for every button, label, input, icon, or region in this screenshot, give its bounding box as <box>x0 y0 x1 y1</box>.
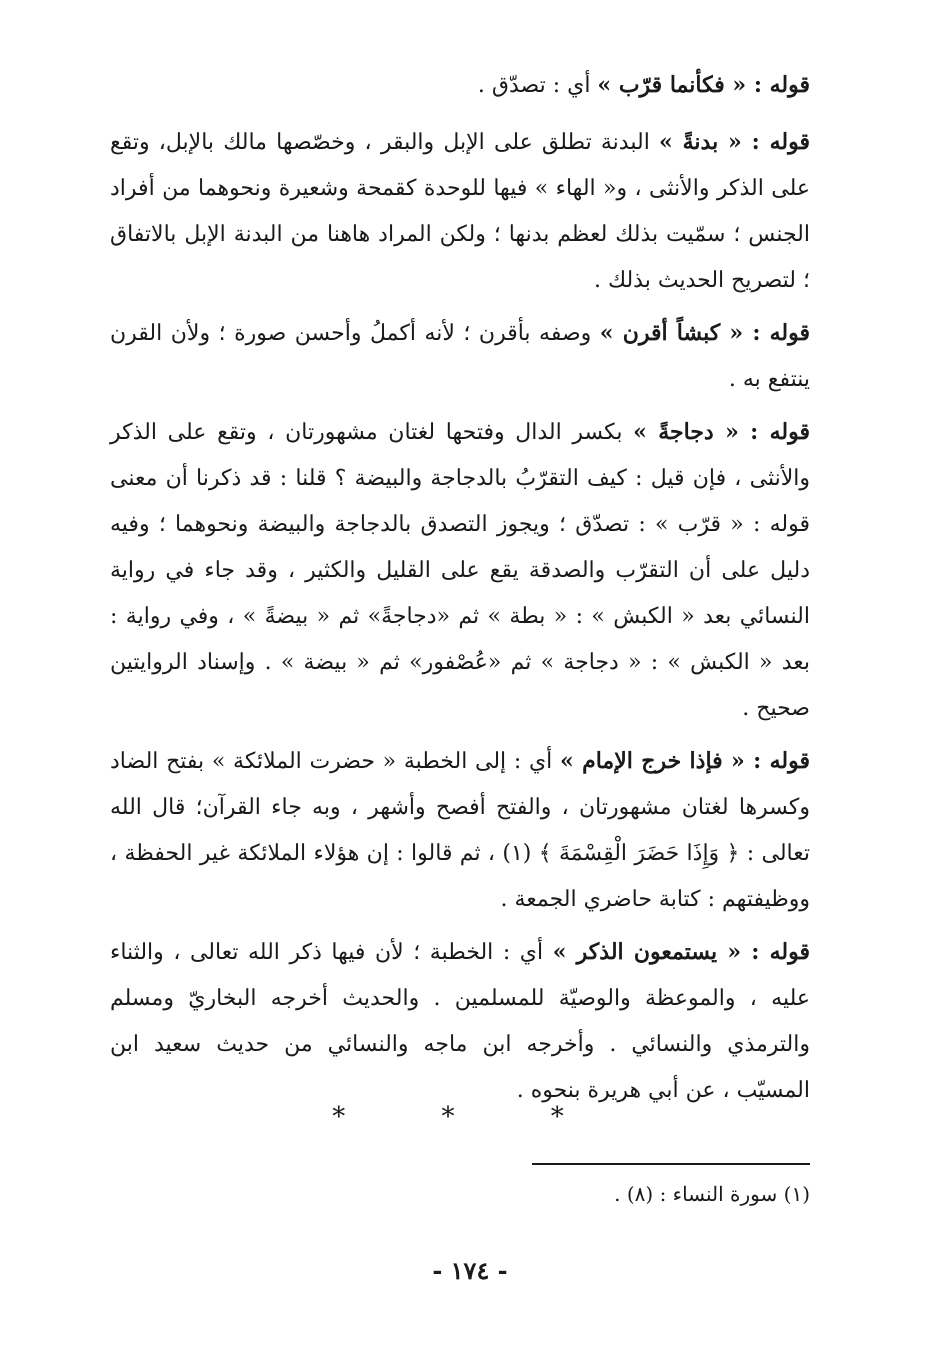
footnote-separator <box>532 1163 810 1165</box>
paragraph-lead: قوله : « كبشاً أقرن » <box>599 320 810 346</box>
paragraph-text: أي : الخطبة ؛ لأن فيها ذكر الله تعالى ، والثناء عليه ، والموعظة والوصيّة للمسلمين . والحديث أخرجه البخاريّ ومسلم والترمذي والنسائي . وأخرجه ابن ماجه والنسائي من حديث سعيد ابن المسيّب ، عن أبي هريرة بنحوه . <box>110 940 810 1103</box>
paragraph-text: أي : إلى الخطبة « حضرت الملائكة » بفتح الضاد وكسرها لغتان مشهورتان ، والفتح أفصح وأشهر ، وبه جاء القرآن؛ قال الله تعالى : ﴿ وَإِذَا حَضَرَ الْقِسْمَةَ ﴾ (١) ، ثم قالوا : إن هؤلاء الملائكة غير الحفظة ، ووظيفتهم : كتابة حاضري الجمعة . <box>110 749 810 912</box>
paragraph-3 <box>110 310 810 403</box>
paragraph-text: بكسر الدال وفتحها لغتان مشهورتان ، وتقع على الذكر والأنثى ، فإن قيل : كيف التقرّبُ بالدجاجة والبيضة ؟ قلنا : قد ذكرنا أن معنى قوله : « قرّب » : تصدّق ؛ ويجوز التصدق بالدجاجة والبيضة ونحوهما ؛ وفيه دليل على أن التقرّب والصدقة يقع على القليل والكثير ، وقد جاء في رواية النسائي بعد « الكبش » : « بطة » ثم «دجاجةً» ثم « بيضةً » ، وفي رواية : بعد « الكبش » : « دجاجة » ثم «عُصْفور» ثم « بيضة » . وإسناد الروايتين صحيح . <box>110 420 810 721</box>
paragraph-4 <box>110 409 810 732</box>
paragraph-lead: قوله : « بدنةً » <box>659 129 810 155</box>
paragraph-text: أي : تصدّق . <box>477 73 598 98</box>
paragraph-text: وصفه بأقرن ؛ لأنه أكملُ وأحسن صورة ؛ ولأن القرن ينتفع به . <box>110 321 810 392</box>
paragraph-5 <box>110 738 810 923</box>
paragraph-lead: قوله : « دجاجةً » <box>633 419 810 445</box>
page-number: - ١٧٤ - <box>432 1256 508 1285</box>
paragraph-6 <box>110 929 810 1114</box>
paragraph-lead: قوله : « يستمعون الذكر » <box>552 939 811 965</box>
paragraph-text: البدنة تطلق على الإبل والبقر ، وخصّصها مالك بالإبل، وتقع على الذكر والأنثى ، و« الهاء » فيها للوحدة كقمحة وشعيرة ونحوهما من أفراد الجنس ؛ سمّيت بذلك لعظم بدنها ؛ ولكن المراد هاهنا من البدنة الإبل بالاتفاق ؛ لتصريح الحديث بذلك . <box>110 130 810 293</box>
section-divider: * * * <box>332 1102 608 1132</box>
paragraph-1 <box>110 62 810 109</box>
page-body <box>110 62 810 1120</box>
paragraph-lead: قوله : « فإذا خرج الإمام » <box>560 748 810 774</box>
footnote: (١) سورة النساء : (٨) . <box>614 1182 810 1206</box>
paragraph-2 <box>110 119 810 304</box>
paragraph-lead: قوله : « فكأنما قرّب » <box>597 72 810 98</box>
